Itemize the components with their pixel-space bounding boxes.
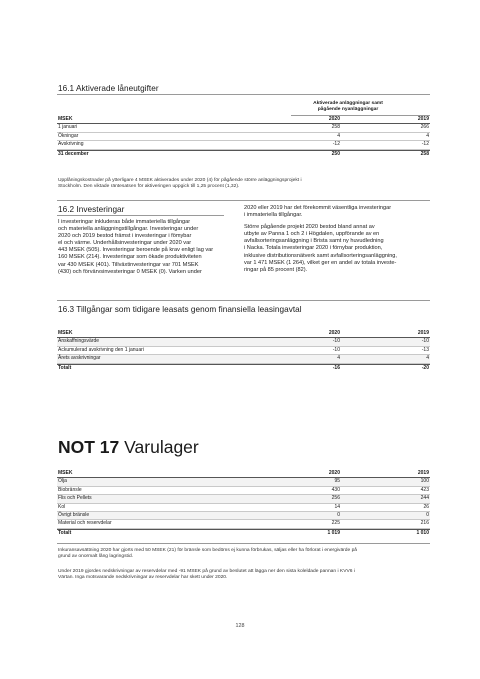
- paragraph-line: i immateriella tillgångar.: [244, 212, 303, 219]
- paragraph-line: utbyte av Panna 1 och 2 i Högdalen, uppförande av en: [244, 231, 380, 238]
- table-row: [57, 347, 430, 355]
- section-divider: [57, 300, 430, 301]
- value-2020: 95: [334, 478, 340, 485]
- value-2020: 258: [331, 124, 340, 131]
- col-header-2020: 2020: [328, 470, 340, 476]
- paragraph-line: avfallsorteringsanläggning i Brista samt ny huvudledning: [244, 238, 384, 245]
- total-2020: 1 019: [327, 529, 340, 536]
- note-number: NOT 17: [58, 437, 120, 457]
- paragraph-line: el och värme. Underhållsinvesteringar under 2020 var: [58, 240, 192, 247]
- group-header: [283, 101, 413, 113]
- value-2019: 216: [420, 520, 429, 527]
- value-2019: 0: [426, 511, 429, 518]
- paragraph-line: och materiella anläggningstillgångar. Investeringar under: [58, 226, 199, 233]
- row-label: Anskaffningsvärde: [58, 338, 100, 345]
- paragraph-line: i Nacka. Totala investeringar 2020 i förnybar produktion,: [244, 245, 383, 252]
- col-header-2020: 2020: [328, 330, 340, 336]
- table-header-row: [57, 330, 430, 338]
- paragraph-line: inklusive distributionsnätverk samt avfallsorteringsanläggning,: [244, 252, 397, 259]
- paragraph-line: 2020 eller 2019 har det förekommit väsentliga investeringar: [244, 205, 392, 211]
- table-total-row: [57, 529, 430, 537]
- total-2020: 250: [331, 150, 340, 157]
- paragraph-line: 2020 och 2019 bestod främst i investeringar i fömybar: [58, 233, 192, 240]
- section-divider: [57, 543, 430, 544]
- table-row: [57, 495, 430, 503]
- paragraph-line: var 1 471 MSEK (1 264), vilket ger en andel av totala investe-: [244, 259, 397, 266]
- value-2019: -13: [421, 346, 429, 353]
- value-2020: 430: [331, 486, 340, 493]
- section-divider: [57, 94, 430, 95]
- row-label: Ökningar: [58, 132, 79, 139]
- total-2019: -20: [421, 364, 429, 371]
- value-2019: 244: [420, 495, 429, 502]
- table-row: [57, 478, 430, 486]
- row-label: Material och reservdelar: [58, 520, 112, 527]
- paragraph-line: ringar på 85 procent (82).: [244, 266, 308, 273]
- investments-left-paragraph: [58, 219, 228, 276]
- value-2020: 256: [331, 495, 340, 502]
- note-line: grund av onormalt lång lagringstid.: [58, 554, 134, 560]
- table-row: [57, 512, 430, 520]
- total-label: Totalt: [58, 529, 72, 536]
- value-2020: -10: [332, 338, 340, 345]
- value-2019: -10: [421, 338, 429, 345]
- col-header-label: MSEK: [58, 116, 73, 122]
- value-2020: -10: [332, 346, 340, 353]
- group-header-line-1: Aktiverade anläggningar samt: [313, 101, 383, 106]
- table-row: [57, 504, 430, 512]
- note-line: Värtan. Inga motsvarande nedskrivningar av reservdelar har skett under 2020.: [58, 575, 228, 581]
- note-line: Upplåningskostnader på ytterligare 4 MSEK aktiverades under 2020 (4) för pågående större anläggningsprojekt i: [58, 178, 302, 183]
- col-header-label: MSEK: [58, 330, 73, 336]
- section-divider: [57, 200, 430, 201]
- value-2020: -12: [332, 141, 340, 148]
- total-label: 31 december: [58, 150, 89, 157]
- inventory-table: [57, 470, 430, 537]
- table-row: [57, 141, 430, 149]
- table-header-row: [57, 116, 430, 124]
- total-2020: -16: [332, 364, 340, 371]
- paragraph-line: I investeringar inkluderas både immateriella tillgångar: [58, 219, 191, 225]
- note-17-obsolescence: [58, 548, 430, 561]
- row-label: Biobränsle: [58, 486, 82, 493]
- page-number: 128: [235, 623, 245, 629]
- total-2019: 258: [420, 150, 429, 157]
- table-row: [57, 520, 430, 528]
- investments-right-paragraph: [244, 205, 430, 274]
- value-2019: 26: [423, 503, 429, 510]
- value-2019: -12: [421, 141, 429, 148]
- table-16-3: [57, 330, 430, 372]
- table-16-1: [57, 116, 430, 158]
- table-header-row: [57, 470, 430, 478]
- table-total-row: [57, 364, 430, 372]
- value-2020: 0: [337, 511, 340, 518]
- note-17-heading: [58, 437, 199, 458]
- note-line: Under 2019 gjordes nedskrivningar av reservdelar med -91 MSEK på grund av beslutet att lägga ner den sista koleldade pannan i KVV6 i: [58, 569, 355, 574]
- paragraph-line: 443 MSEK (505). Investeringar beroende på krav enligt lag var: [58, 247, 214, 254]
- note-line: Inkuransavsättning 2020 har gjorts med 50 MSEK (21) för bränsle som bedöms ej kunna förbrukas, säljas eller ha förlorat i energivärde på: [58, 548, 358, 553]
- note-line: Stockholm. Den viktade räntesatsen för aktiveringen uppgick till 1,25 procent (1,32).: [58, 184, 240, 190]
- value-2019: 4: [426, 355, 429, 362]
- value-2019: 266: [420, 124, 429, 131]
- col-header-2019: 2019: [417, 330, 429, 336]
- row-label: Flis och Pellets: [58, 495, 92, 502]
- note-17-writedowns: [58, 569, 430, 582]
- value-2019: 4: [426, 132, 429, 139]
- value-2020: 4: [337, 355, 340, 362]
- col-header-2020: 2020: [328, 116, 340, 122]
- row-label: Ackumulerad avskrivning den 1 januari: [58, 346, 144, 353]
- row-label: Årets avskrivningar: [58, 355, 101, 362]
- table-row: [57, 487, 430, 495]
- paragraph-line: var 430 MSEK (401). Tillväxtinvesteringar var 701 MSEK: [58, 261, 199, 268]
- col-header-2019: 2019: [417, 116, 429, 122]
- note-title: Varulager: [124, 437, 199, 457]
- table-row: [57, 355, 430, 363]
- section-16-3-title: 16.3 Tillgångar som tidigare leasats genom finansiella leasingavtal: [58, 305, 302, 314]
- total-label: Totalt: [58, 364, 72, 371]
- table-row: [57, 124, 430, 132]
- value-2020: 225: [331, 520, 340, 527]
- row-label: Avskrivning: [58, 141, 84, 148]
- row-label: Olja: [58, 478, 67, 485]
- value-2019: 100: [420, 478, 429, 485]
- paragraph-line: Större pågående projekt 2020 bestod bland annat av: [244, 224, 375, 231]
- group-header-line-2: pågående nyanläggningar: [317, 107, 379, 112]
- col-header-2019: 2019: [417, 470, 429, 476]
- paragraph-line: (430) och förvärvsinvesteringar 0 MSEK (0). Varken under: [58, 268, 202, 275]
- note-16-1: [58, 178, 430, 191]
- total-2019: 1 010: [416, 529, 429, 536]
- section-16-2-title: 16.2 Investeringar: [58, 205, 125, 214]
- table-row: [57, 133, 430, 141]
- table-total-row: [57, 150, 430, 158]
- row-label: Övrigt bränsle: [58, 511, 90, 518]
- table-row: [57, 338, 430, 346]
- value-2020: 14: [334, 503, 340, 510]
- row-label: 1 januari: [58, 124, 78, 131]
- col-header-label: MSEK: [58, 470, 73, 476]
- section-underline: [57, 215, 224, 216]
- value-2020: 4: [337, 132, 340, 139]
- paragraph-line: 160 MSEK (214). Investeringar som ökade produktiviteten: [58, 254, 202, 261]
- section-16-1-title: 16.1 Aktiverade låneutgifter: [58, 84, 159, 93]
- row-label: Kol: [58, 503, 66, 510]
- value-2019: 423: [420, 486, 429, 493]
